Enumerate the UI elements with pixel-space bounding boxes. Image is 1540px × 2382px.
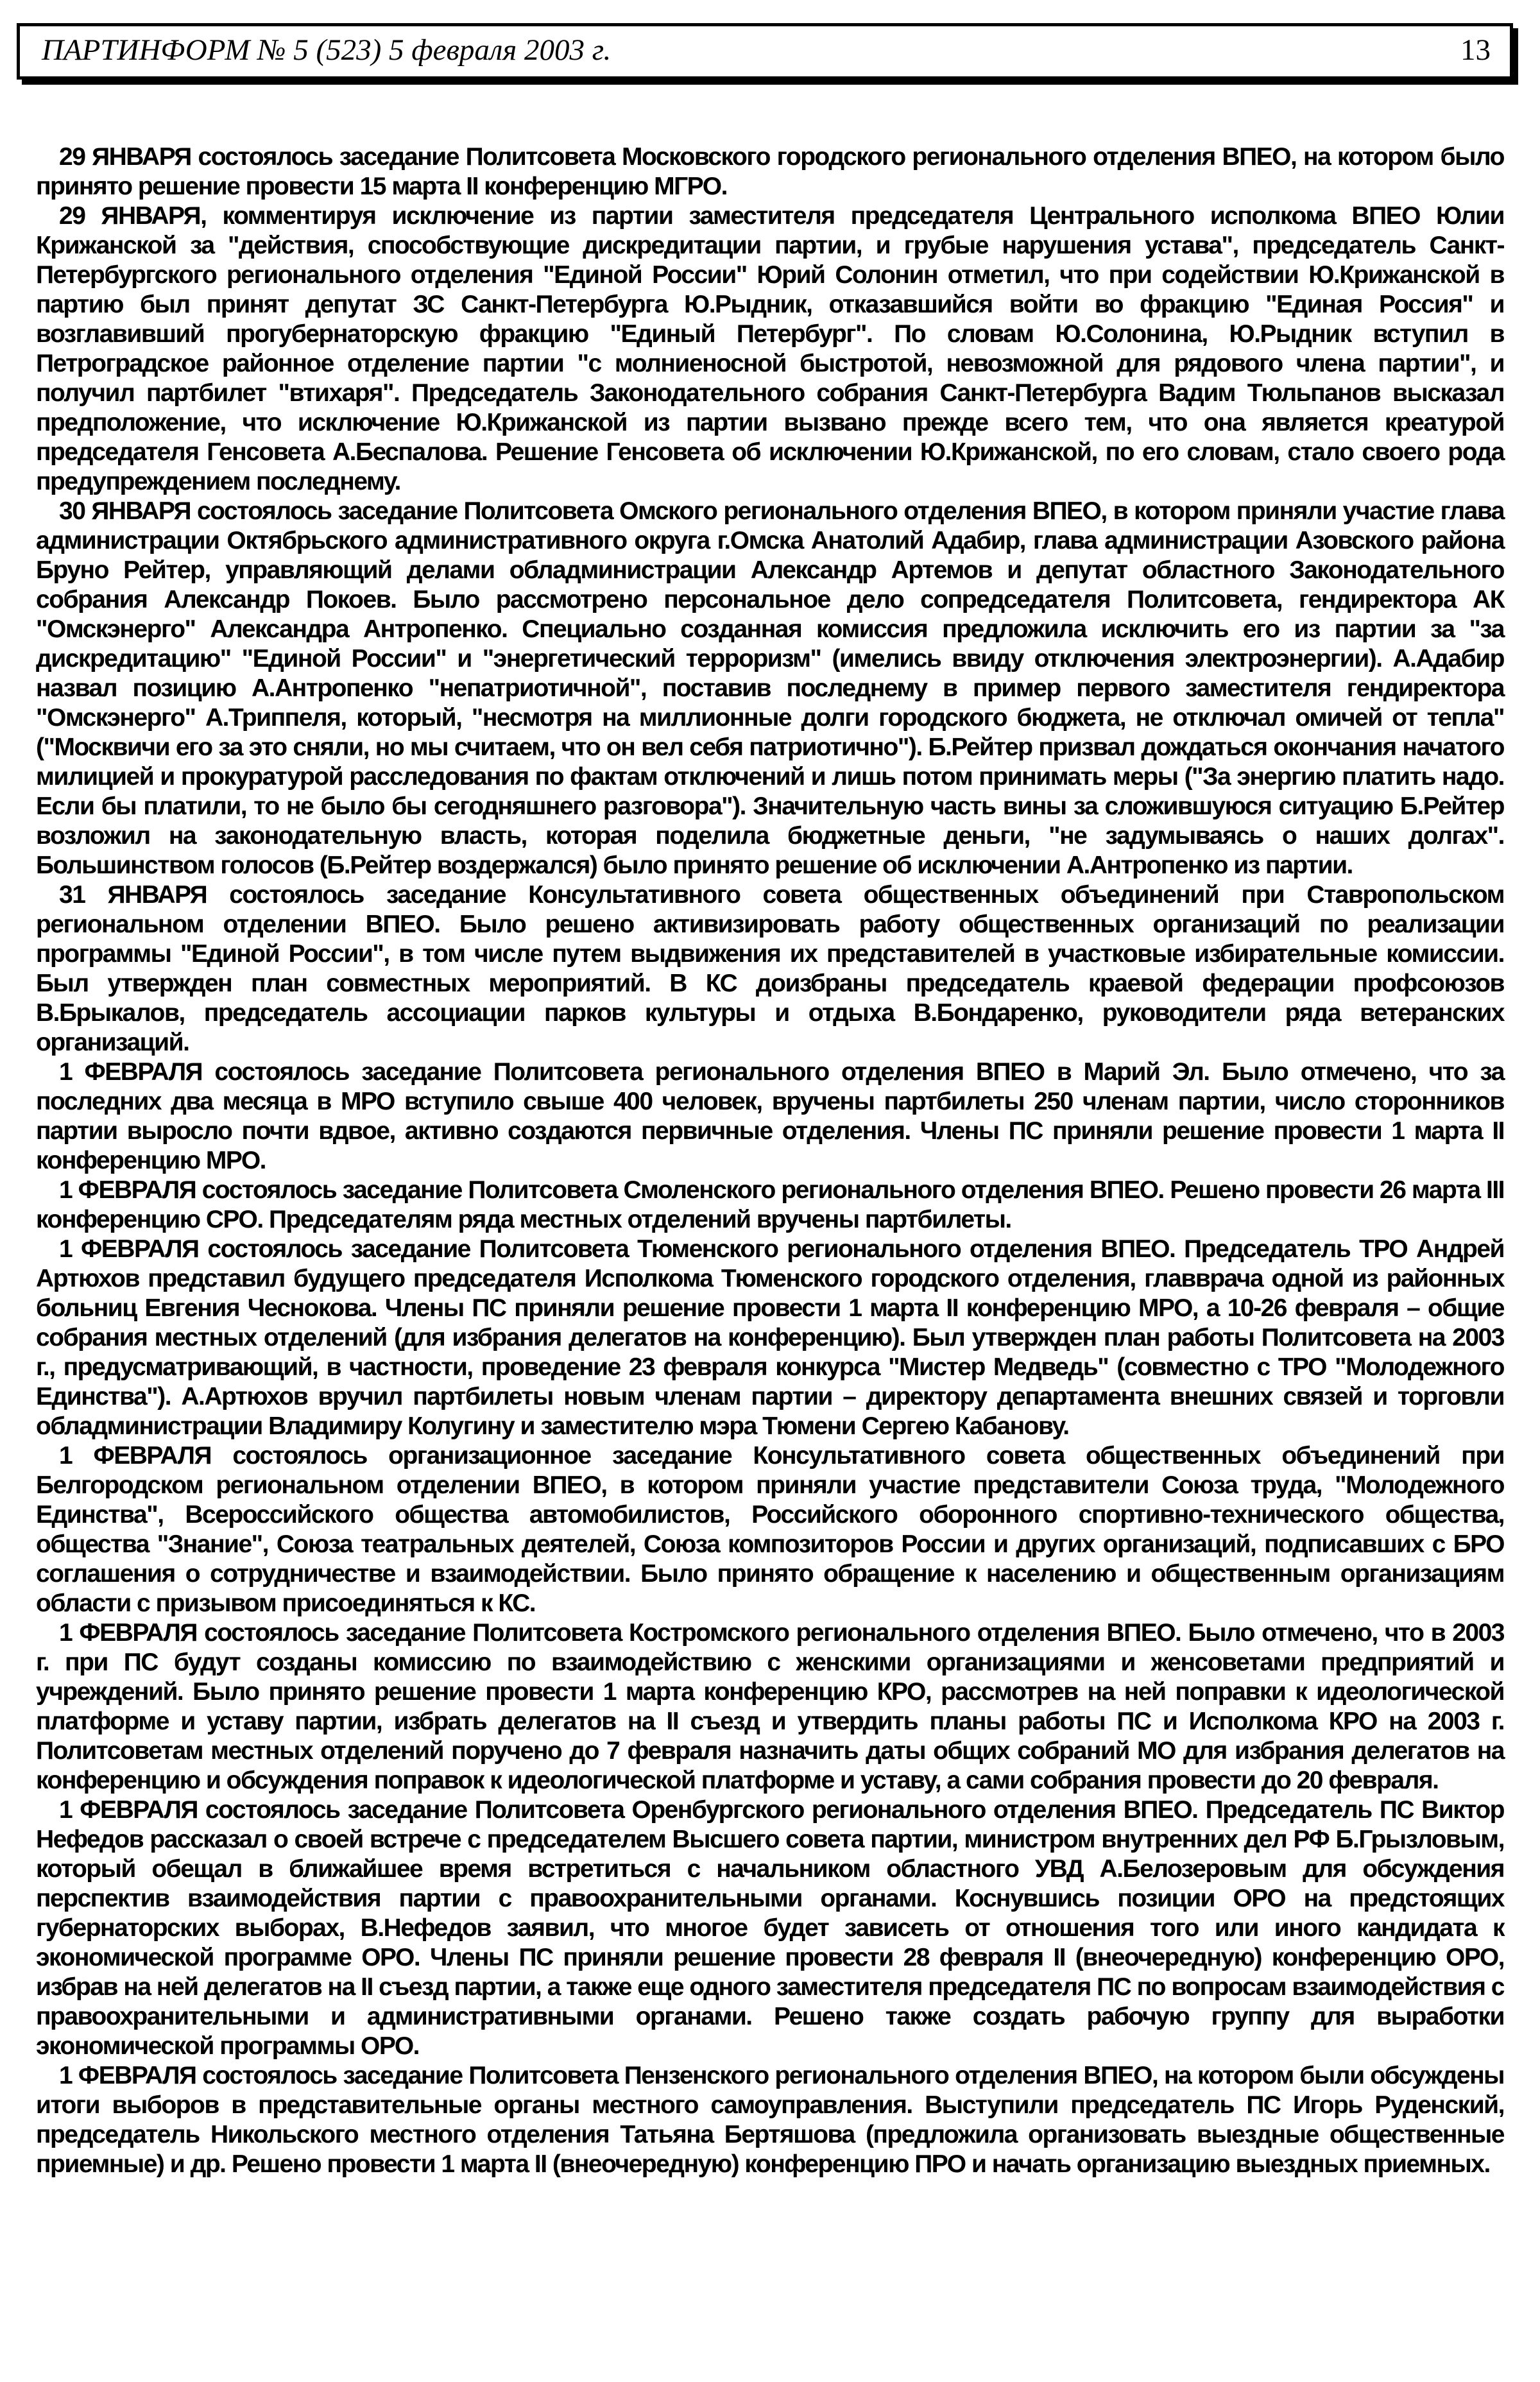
news-paragraph: 1 ФЕВРАЛЯ состоялось организационное заседание Консультативного совета общественных объединений при Белгородском региональном отделении ВПЕО, в котором приняли участие представители Союза труда, "Молодежного Единства", Всероссийского общества автомобилистов, Российского оборонного спортивно-технического общества, общества "Знание", Союза театральных деятелей, Союза композиторов России и других организаций, подписавших с БРО соглашения о сотрудничестве и взаимодействии. Было принято обращение к населению и общественным организациям области с призывом присоединяться к КС.	[36, 1442, 1504, 1617]
news-paragraph: 31 ЯНВАРЯ состоялось заседание Консультативного совета общественных объединений при Ставропольском региональном отделении ВПЕО. Было решено активизировать работу общественных организаций по реализации программы "Единой России", в том числе путем выдвижения их представителей в участковые избирательные комиссии. Был утвержден план совместных мероприятий. В КС доизбраны председатель краевой федерации профсоюзов В.Брыкалов, председатель ассоциации парков культуры и отдыха В.Бондаренко, руководители ряда ветеранских организаций.	[36, 881, 1504, 1056]
page-header	[17, 23, 1513, 80]
news-paragraph: 1 ФЕВРАЛЯ состоялось заседание Политсовета Пензенского регионального отделения ВПЕО, на котором были обсуждены итоги выборов в представительные органы местного самоуправления. Выступили председатель ПС Игорь Руденский, председатель Никольского местного отделения Татьяна Бертяшова (предложила организовать выездные общественные приемные) и др. Решено провести 1 марта II (внеочередную) конференцию ПРО и начать организацию выездных приемных.	[36, 2062, 1504, 2178]
news-body	[36, 142, 1504, 2179]
news-paragraph: 1 ФЕВРАЛЯ состоялось заседание Политсовета Смоленского регионального отделения ВПЕО. Решено провести 26 марта III конференцию СРО. Председателям ряда местных отделений вручены партбилеты.	[36, 1176, 1504, 1233]
news-paragraph: 29 ЯНВАРЯ состоялось заседание Политсовета Московского городского регионального отделения ВПЕО, на котором было принято решение провести 15 марта II конференцию МГРО.	[36, 143, 1504, 200]
page-number: 13	[1460, 33, 1491, 67]
news-paragraph: 1 ФЕВРАЛЯ состоялось заседание Политсовета Тюменского регионального отделения ВПЕО. Председатель ТРО Андрей Артюхов представил будущего председателя Исполкома Тюменского городского отделения, главврача одной из районных больниц Евгения Чеснокова. Члены ПС приняли решение провести 1 марта II конференцию МРО, а 10-26 февраля – общие собрания местных отделений (для избрания делегатов на конференцию). Был утвержден план работы Политсовета на 2003 г., предусматривающий, в частности, проведение 23 февраля конкурса "Мистер Медведь" (совместно с ТРО "Молодежного Единства"). А.Артюхов вручил партбилеты новым членам партии – директору департамента внешних связей и торговли обладминистрации Владимиру Колугину и заместителю мэра Тюмени Сергею Кабанову.	[36, 1235, 1504, 1440]
news-paragraph: 29 ЯНВАРЯ, комментируя исключение из партии заместителя председателя Центрального исполкома ВПЕО Юлии Крижанской за "действия, способствующие дискредитации партии, и грубые нарушения устава", председатель Санкт-Петербургского регионального отделения "Единой России" Юрий Солонин отметил, что при содействии Ю.Крижанской в партию был принят депутат ЗС Санкт-Петербурга Ю.Рыдник, отказавшийся войти во фракцию "Единая Россия" и возглавивший прогубернаторскую фракцию "Единый Петербург". По словам Ю.Солонина, Ю.Рыдник вступил в Петроградское районное отделение партии "с молниеносной быстротой, невозможной для рядового члена партии", и получил партбилет "втихаря". Председатель Законодательного собрания Санкт-Петербурга Вадим Тюльпанов высказал предположение, что исключение Ю.Крижанской из партии вызвано прежде всего тем, что она является креатурой председателя Генсовета А.Беспалова. Решение Генсовета об исключении Ю.Крижанской, по его словам, стало своего рода предупреждением последнему.	[36, 202, 1504, 495]
news-paragraph: 1 ФЕВРАЛЯ состоялось заседание Политсовета Костромского регионального отделения ВПЕО. Было отмечено, что в 2003 г. при ПС будут созданы комиссию по взаимодействию с женскими организациями и женсоветами предприятий и учреждений. Было принято решение провести 1 марта конференцию КРО, рассмотрев на ней поправки к идеологической платформе и уставу партии, избрать делегатов на II съезд и утвердить планы работы ПС и Исполкома КРО на 2003 г. Политсоветам местных отделений поручено до 7 февраля назначить даты общих собраний МО для избрания делегатов на конференцию и обсуждения поправок к идеологической платформе и уставу, а сами собрания провести до 20 февраля.	[36, 1619, 1504, 1794]
news-paragraph: 1 ФЕВРАЛЯ состоялось заседание Политсовета Оренбургского регионального отделения ВПЕО. Председатель ПС Виктор Нефедов рассказал о своей встрече с председателем Высшего совета партии, министром внутренних дел РФ Б.Грызловым, который обещал в ближайшее время встретиться с начальником областного УВД А.Белозеровым для обсуждения перспектив взаимодействия партии с правоохранительными органами. Коснувшись позиции ОРО на предстоящих губернаторских выборах, В.Нефедов заявил, что многое будет зависеть от отношения того или иного кандидата к экономической программе ОРО. Члены ПС приняли решение провести 28 февраля II (внеочередную) конференцию ОРО, избрав на ней делегатов на II съезд партии, а также еще одного заместителя председателя ПС по вопросам взаимодействия с правоохранительными и административными органами. Решено также создать рабочую группу для выработки экономической программы ОРО.	[36, 1796, 1504, 2060]
news-paragraph: 30 ЯНВАРЯ состоялось заседание Политсовета Омского регионального отделения ВПЕО, в котором приняли участие глава администрации Октябрьского административного округа г.Омска Анатолий Адабир, глава администрации Азовского района Бруно Рейтер, управляющий делами обладминистрации Александр Артемов и депутат областного Законодательного собрания Александр Покоев. Было рассмотрено персональное дело сопредседателя Политсовета, гендиректора АК "Омскэнерго" Александра Антропенко. Специально созданная комиссия предложила исключить его из партии за "за дискредитацию" "Единой России" и "энергетический терроризм" (имелись ввиду отключения электроэнергии). А.Адабир назвал позицию А.Антропенко "непатриотичной", поставив последнему в пример первого заместителя гендиректора "Омскэнерго" А.Триппеля, который, "несмотря на миллионные долги городского бюджета, не отключал омичей от тепла" ("Москвичи его за это сняли, но мы считаем, что он вел себя патриотично"). Б.Рейтер призвал дождаться окончания начатого милицией и прокуратурой расследования по фактам отключений и лишь потом принимать меры ("За энергию платить надо. Если бы платили, то не было бы сегодняшнего разговора"). Значительную часть вины за сложившуюся ситуацию Б.Рейтер возложил на законодательную власть, которая поделила бюджетные деньги, "не задумываясь о наших долгах". Большинством голосов (Б.Рейтер воздержался) было принято решение об исключении А.Антропенко из партии.	[36, 497, 1504, 879]
newsletter-title: ПАРТИНФОРМ № 5 (523) 5 февраля 2003 г.	[42, 33, 612, 67]
news-paragraph: 1 ФЕВРАЛЯ состоялось заседание Политсовета регионального отделения ВПЕО в Марий Эл. Было отмечено, что за последних два месяца в МРО вступило свыше 400 человек, вручены партбилеты 250 членам партии, число сторонников партии выросло почти вдвое, активно создаются первичные отделения. Члены ПС приняли решение провести 1 марта II конференцию МРО.	[36, 1058, 1504, 1174]
